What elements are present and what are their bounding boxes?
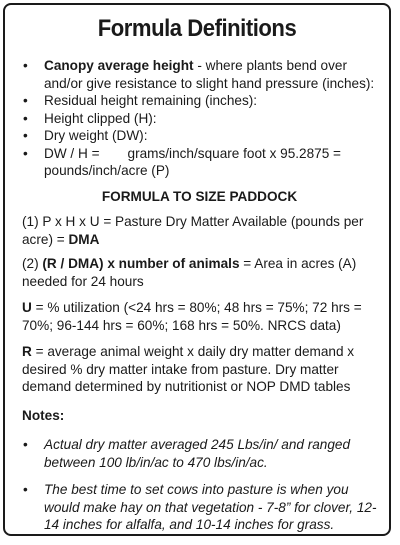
bullet-icon: • bbox=[23, 482, 28, 497]
note-item bbox=[22, 436, 377, 471]
definition-text: Height clipped (H): bbox=[44, 110, 157, 126]
definition-formula-post: grams/inch/square foot x 95.2875 = pounds/inch/acre (P) bbox=[44, 145, 341, 178]
formula-heading: FORMULA TO SIZE PADDOCK bbox=[101, 188, 298, 204]
r-text: = average animal weight x daily dry matter demand x desired % dry matter intake from pasture. Dry matter demand determined by nutritionist or NOP DMD tables bbox=[22, 344, 355, 394]
formula-2-text: = Area in acres (A) needed for 24 hours bbox=[22, 256, 357, 289]
definition-formula-pre: DW / H = bbox=[44, 145, 100, 161]
formula-2 bbox=[22, 255, 377, 290]
bullet-icon: • bbox=[23, 93, 28, 108]
r-term: R bbox=[22, 344, 32, 359]
formula-1 bbox=[22, 213, 377, 248]
notes-label: Notes: bbox=[22, 407, 65, 423]
note-text: The best time to set cows into pasture is when you would make hay on that vegetation - 7-8” for clover, 12-14 inches for alfalfa, and 10-14 inches for grass. bbox=[44, 482, 377, 532]
bullet-icon: • bbox=[23, 128, 28, 143]
bullet-icon: • bbox=[23, 437, 28, 452]
definition-dry-weight bbox=[22, 127, 377, 145]
formula-1-text: (1) P x H x U = Pasture Dry Matter Available (pounds per acre) = bbox=[22, 214, 364, 247]
definition-term: Canopy average height bbox=[44, 58, 194, 73]
bullet-icon: • bbox=[23, 110, 28, 126]
u-text: = % utilization (<24 hrs = 80%; 48 hrs = 75%; 72 hrs = 70%; 96-144 hrs = 60%; 168 hrs = 50%. NRCS data) bbox=[22, 300, 362, 333]
u-term: U bbox=[22, 300, 32, 315]
bullet-icon: • bbox=[23, 58, 28, 73]
note-text: Actual dry matter averaged 245 Lbs/in/ and ranged between 100 lb/in/ac to 470 lbs/in/ac. bbox=[44, 437, 351, 470]
r-definition bbox=[22, 343, 377, 396]
formula-2-prefix: (2) bbox=[22, 256, 43, 271]
content bbox=[22, 57, 377, 534]
bullet-icon: • bbox=[23, 145, 28, 161]
definitions-list bbox=[22, 57, 377, 180]
page-title: Formula Definitions bbox=[97, 15, 297, 42]
formula-definitions-card bbox=[3, 3, 391, 536]
formula-2-expression: (R / DMA) x number of animals bbox=[42, 256, 240, 271]
definition-canopy-height bbox=[22, 57, 377, 92]
formula-1-result: DMA bbox=[68, 231, 100, 247]
definition-residual-height bbox=[22, 92, 377, 110]
definition-text: Residual height remaining (inches): bbox=[44, 93, 258, 108]
u-definition bbox=[22, 299, 377, 334]
definition-dw-over-h bbox=[22, 145, 377, 180]
definition-height-clipped bbox=[22, 110, 377, 128]
definition-text: - where plants bend over and/or give resistance to slight hand pressure (inches): bbox=[44, 58, 375, 91]
definition-text: Dry weight (DW): bbox=[44, 128, 148, 143]
note-item bbox=[22, 481, 377, 534]
notes-list bbox=[22, 436, 377, 534]
